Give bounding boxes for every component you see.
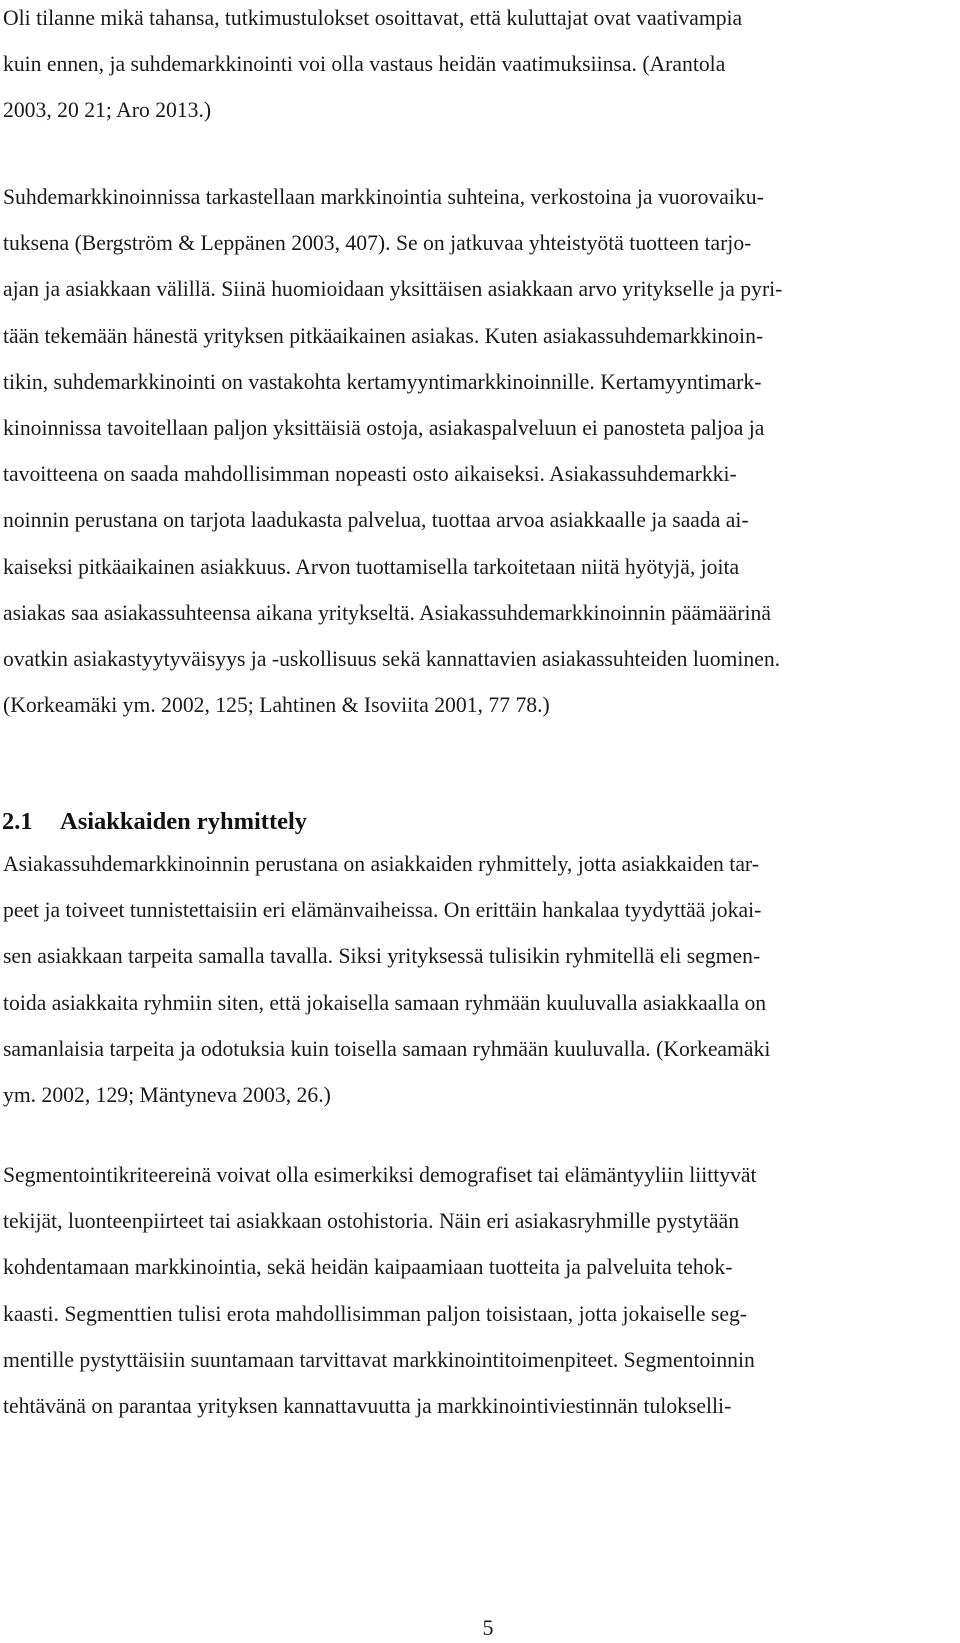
text-line: tehtävänä on parantaa yrityksen kannattavuutta ja markkinointiviestinnän tulokselli-: [3, 1393, 732, 1418]
text-line: ovatkin asiakastyytyväisyys ja -uskollisuus sekä kannattavien asiakassuhteiden luominen.: [3, 646, 781, 671]
text-line: tään tekemään hänestä yrityksen pitkäaikainen asiakas. Kuten asiakassuhdemarkkinoin-: [3, 323, 764, 348]
text-line: kuin ennen, ja suhdemarkkinointi voi olla vastaus heidän vaatimuksiinsa. (Arantola: [3, 52, 726, 77]
paragraph-customer-grouping: [0, 841, 960, 1118]
paragraph-relationship-marketing: [0, 174, 960, 728]
text-line: tikin, suhdemarkkinointi on vastakohta kertamyyntimarkkinoinnille. Kertamyyntimark-: [3, 369, 762, 394]
text-line: sen asiakkaan tarpeita samalla tavalla. Siksi yrityksessä tulisikin ryhmitellä eli segmen-: [3, 944, 761, 969]
section-heading: [0, 802, 307, 842]
text-line: tekijät, luonteenpiirteet tai asiakkaan ostohistoria. Näin eri asiakasryhmille pystytään: [3, 1209, 740, 1234]
text-line: noinnin perustana on tarjota laadukasta palvelua, tuottaa arvoa asiakkaalle ja saada ai-: [3, 508, 749, 533]
text-line: samanlaisia tarpeita ja odotuksia kuin toisella samaan ryhmään kuuluvalla. (Korkeamäki: [3, 1036, 771, 1061]
text-line: toida asiakkaita ryhmiin siten, että jokaisella samaan ryhmään kuuluvalla asiakkaalla on: [3, 990, 767, 1015]
text-line: Oli tilanne mikä tahansa, tutkimustulokset osoittavat, että kuluttajat ovat vaativampia: [3, 6, 743, 30]
text-line: peet ja toiveet tunnistettaisiin eri elämänvaiheissa. On erittäin hankalaa tyydyttää jokai-: [3, 898, 762, 923]
text-line: 2003, 20 21; Aro 2013.): [3, 98, 212, 123]
text-line: kaasti. Segmenttien tulisi erota mahdollisimman paljon toisistaan, jotta jokaiselle seg-: [3, 1301, 747, 1326]
text-line: Suhdemarkkinoinnissa tarkastellaan markkinointia suhteina, verkostoina ja vuorovaiku-: [3, 185, 764, 209]
text-line: tavoitteena on saada mahdollisimman nopeasti osto aikaiseksi. Asiakassuhdemarkki-: [3, 462, 737, 487]
text-line: asiakas saa asiakassuhteensa aikana yritykseltä. Asiakassuhdemarkkinoinnin päämäärinä: [3, 600, 771, 625]
paragraph-consumer-demands: [0, 0, 960, 134]
text-line: Asiakassuhdemarkkinoinnin perustana on asiakkaiden ryhmittely, jotta asiakkaiden tar-: [3, 852, 759, 876]
text-line: (Korkeamäki ym. 2002, 125; Lahtinen & Isoviita 2001, 77 78.): [3, 693, 550, 718]
text-line: ajan ja asiakkaan välillä. Siinä huomioidaan yksittäisen asiakkaan arvo yritykselle ja pyri-: [3, 277, 783, 302]
text-line: Segmentointikriteereinä voivat olla esimerkiksi demografiset tai elämäntyyliin liittyvät: [3, 1163, 757, 1187]
text-line: kinoinnissa tavoitellaan paljon yksittäisiä ostoja, asiakaspalveluun ei panosteta paljoa ja: [3, 415, 765, 440]
section-title: Asiakkaiden ryhmittely: [60, 808, 308, 835]
text-line: kaiseksi pitkäaikainen asiakkuus. Arvon tuottamisella tarkoitetaan niitä hyötyjä, joita: [3, 554, 740, 579]
paragraph-segmentation-criteria: [0, 1152, 960, 1429]
text-line: kohdentamaan markkinointia, sekä heidän kaipaamiaan tuotteita ja palveluita tehok-: [3, 1255, 733, 1280]
text-line: mentille pystyttäisiin suuntamaan tarvittavat markkinointitoimenpiteet. Segmentoinnin: [3, 1347, 755, 1372]
text-line: tuksena (Bergström & Leppänen 2003, 407). Se on jatkuvaa yhteistyötä tuotteen tarjo-: [3, 231, 752, 256]
section-number: 2.1: [2, 808, 33, 835]
page-number: 5: [482, 1615, 494, 1640]
text-line: ym. 2002, 129; Mäntyneva 2003, 26.): [3, 1082, 331, 1107]
